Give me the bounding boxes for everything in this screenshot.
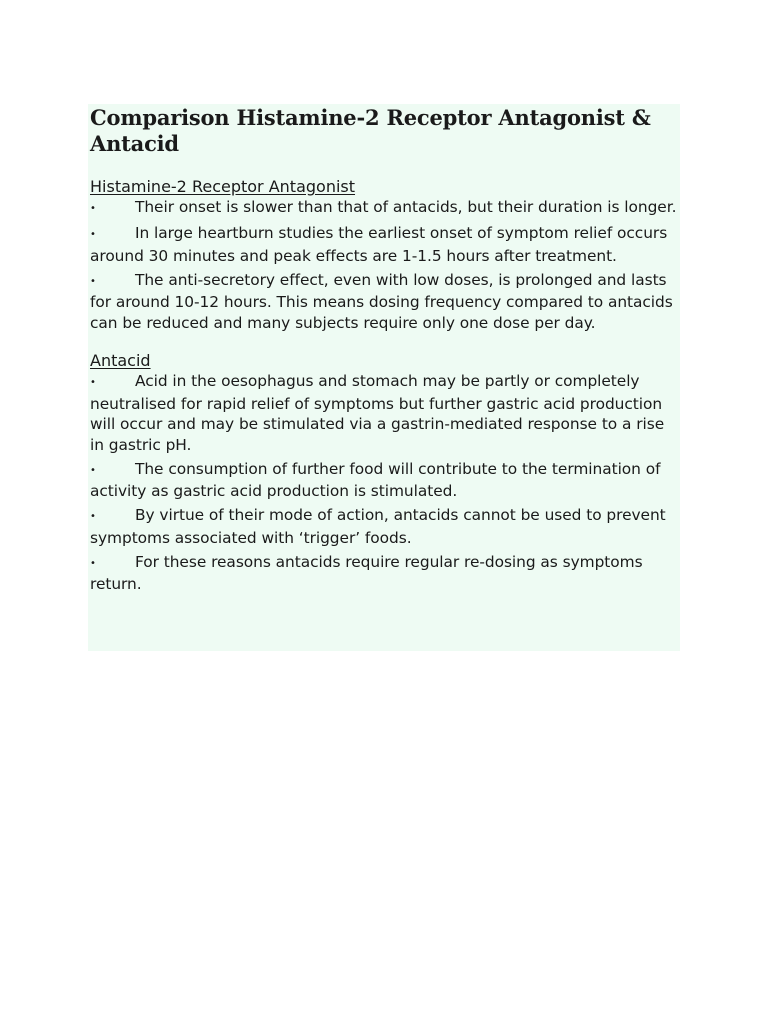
bullet-icon: • <box>90 557 96 569</box>
list-item <box>90 270 680 334</box>
list-item-text: By virtue of their mode of action, antacids cannot be used to prevent symptoms associated with ‘trigger’ foods. <box>90 506 666 547</box>
list-item <box>90 505 680 548</box>
section-heading: Histamine-2 Receptor Antagonist <box>90 177 356 196</box>
bullet-list <box>90 371 680 595</box>
section-antacid <box>90 351 680 595</box>
list-item <box>90 459 680 502</box>
list-item <box>90 197 680 220</box>
list-item-text: The consumption of further food will contribute to the termination of activity as gastric acid production is stimulated. <box>90 459 661 500</box>
list-item <box>90 552 680 595</box>
bullet-icon: • <box>90 203 96 214</box>
document-panel <box>88 104 680 651</box>
list-item-text: Acid in the oesophagus and stomach may be partly or completely neutralised for rapid relief of symptoms but further gastric acid production will occur and may be stimulated via a gastrin-mediated response to a rise in gastric pH. <box>90 372 665 454</box>
list-item-text: In large heartburn studies the earliest onset of symptom relief occurs around 30 minutes and peak effects are 1-1.5 hours after treatment. <box>90 224 668 265</box>
list-item-text: Their onset is slower than that of antacids, but their duration is longer. <box>135 198 677 216</box>
list-item-text: For these reasons antacids require regular re-dosing as symptoms return. <box>90 552 643 593</box>
section-h2-antagonist <box>90 177 680 333</box>
list-item <box>90 223 680 266</box>
bullet-list <box>90 197 680 333</box>
document-title: Comparison Histamine-2 Receptor Antagonist & Antacid <box>90 105 651 156</box>
bullet-icon: • <box>90 377 96 388</box>
list-item-text: The anti-secretory effect, even with low doses, is prolonged and lasts for around 10-12 hours. This means dosing frequency compared to antacids can be reduced and many subjects require only one dose per day. <box>90 270 673 332</box>
bullet-icon: • <box>90 229 96 240</box>
bullet-icon: • <box>90 464 96 476</box>
section-heading: Antacid <box>90 351 151 370</box>
bullet-icon: • <box>90 511 96 522</box>
bullet-icon: • <box>90 275 96 287</box>
list-item <box>90 371 680 455</box>
